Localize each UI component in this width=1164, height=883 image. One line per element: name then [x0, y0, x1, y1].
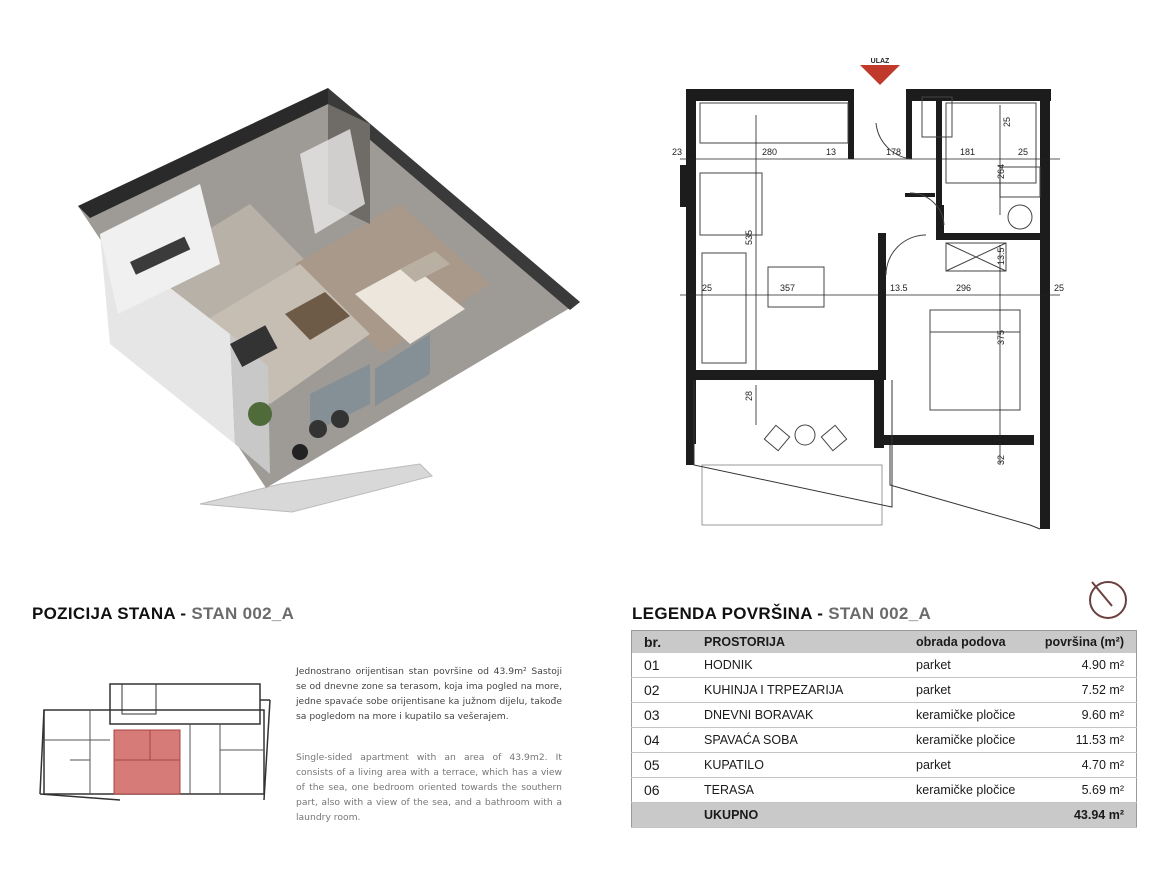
- entrance-arrow-icon: [860, 65, 900, 85]
- header-area: površina (m²): [1030, 631, 1137, 654]
- row-floor: keramičke pločice: [910, 778, 1030, 803]
- dim-label: 181: [960, 147, 976, 157]
- dim-label: 280: [762, 147, 778, 157]
- dim-label: 25: [702, 283, 713, 293]
- dim-label: 296: [956, 283, 972, 293]
- total-label: UKUPNO: [698, 803, 910, 828]
- dim-label: 25: [1018, 147, 1029, 157]
- row-room: KUPATILO: [698, 753, 910, 778]
- table-row: [632, 778, 1137, 803]
- dim-label: 13: [826, 147, 837, 157]
- row-nr: 04: [632, 728, 699, 753]
- legend-title: LEGENDA POVRŠINA - STAN 002_A: [632, 604, 932, 623]
- legend-table: [631, 630, 1137, 828]
- row-room: SPAVAĆA SOBA: [698, 728, 910, 753]
- dim-label: 25: [1054, 283, 1065, 293]
- dim-label: 375: [996, 329, 1006, 345]
- position-title: POZICIJA STANA - STAN 002_A: [32, 604, 295, 623]
- dim-label: 28: [744, 390, 754, 401]
- row-floor: keramičke pločice: [910, 728, 1030, 753]
- row-floor: parket: [910, 753, 1030, 778]
- unit-highlight: [114, 730, 180, 794]
- row-area: 9.60 m²: [1030, 703, 1137, 728]
- total-row: [632, 803, 1137, 828]
- dim-label: 23: [672, 147, 683, 157]
- row-nr: 02: [632, 678, 699, 703]
- row-area: 11.53 m²: [1030, 728, 1137, 753]
- entrance-label: ULAZ: [870, 58, 890, 65]
- row-room: KUHINJA I TRPEZARIJA: [698, 678, 910, 703]
- position-description-local: Jednostrano orijentisan stan površine od 43.9m² Sastoji se od dnevne zone sa terasom, koja ima pogled na more, jedne spavaće sobe orijentisane ka južnom dijelu, takođe sa pogledom na more i kupatilo sa vešerajem.: [296, 666, 562, 722]
- dim-label: 357: [780, 283, 796, 293]
- row-area: 4.70 m²: [1030, 753, 1137, 778]
- north-arrow-icon: [1086, 578, 1130, 622]
- row-floor: parket: [910, 678, 1030, 703]
- row-nr: 05: [632, 753, 699, 778]
- dim-label: 25: [1002, 116, 1012, 127]
- table-row: [632, 653, 1137, 678]
- row-room: TERASA: [698, 778, 910, 803]
- row-area: 5.69 m²: [1030, 778, 1137, 803]
- apartment-3d-render: [70, 84, 585, 524]
- dim-label: 535: [744, 229, 754, 245]
- row-nr: 01: [632, 653, 699, 678]
- dim-label: 32: [996, 454, 1006, 465]
- table-row: [632, 678, 1137, 703]
- header-nr: br.: [632, 631, 699, 654]
- table-row: [632, 753, 1137, 778]
- row-area: 7.52 m²: [1030, 678, 1137, 703]
- position-description-en: Single-sided apartment with an area of 43.9m2. It consists of a living area with a terrace, which has a view of the sea, one bedroom oriented towards the southern part, also with a view of the sea, and a bathroom with a laundry room.: [296, 752, 562, 823]
- row-room: DNEVNI BORAVAK: [698, 703, 910, 728]
- building-position-plan: [30, 660, 275, 810]
- dim-label: 13.5: [890, 283, 908, 293]
- row-floor: keramičke pločice: [910, 703, 1030, 728]
- row-nr: 06: [632, 778, 699, 803]
- dim-label: 178: [886, 147, 902, 157]
- total-area: 43.94 m²: [1030, 803, 1137, 828]
- row-nr: 03: [632, 703, 699, 728]
- dim-label: 264: [996, 163, 1006, 179]
- floor-plan: [660, 55, 1080, 535]
- row-room: HODNIK: [698, 653, 910, 678]
- header-floor: obrada podova: [910, 631, 1030, 654]
- row-area: 4.90 m²: [1030, 653, 1137, 678]
- row-floor: parket: [910, 653, 1030, 678]
- dim-label: 13.5: [996, 247, 1006, 265]
- table-row: [632, 703, 1137, 728]
- header-room: PROSTORIJA: [698, 631, 910, 654]
- table-row: [632, 728, 1137, 753]
- legend-table-wrap: [631, 630, 1137, 828]
